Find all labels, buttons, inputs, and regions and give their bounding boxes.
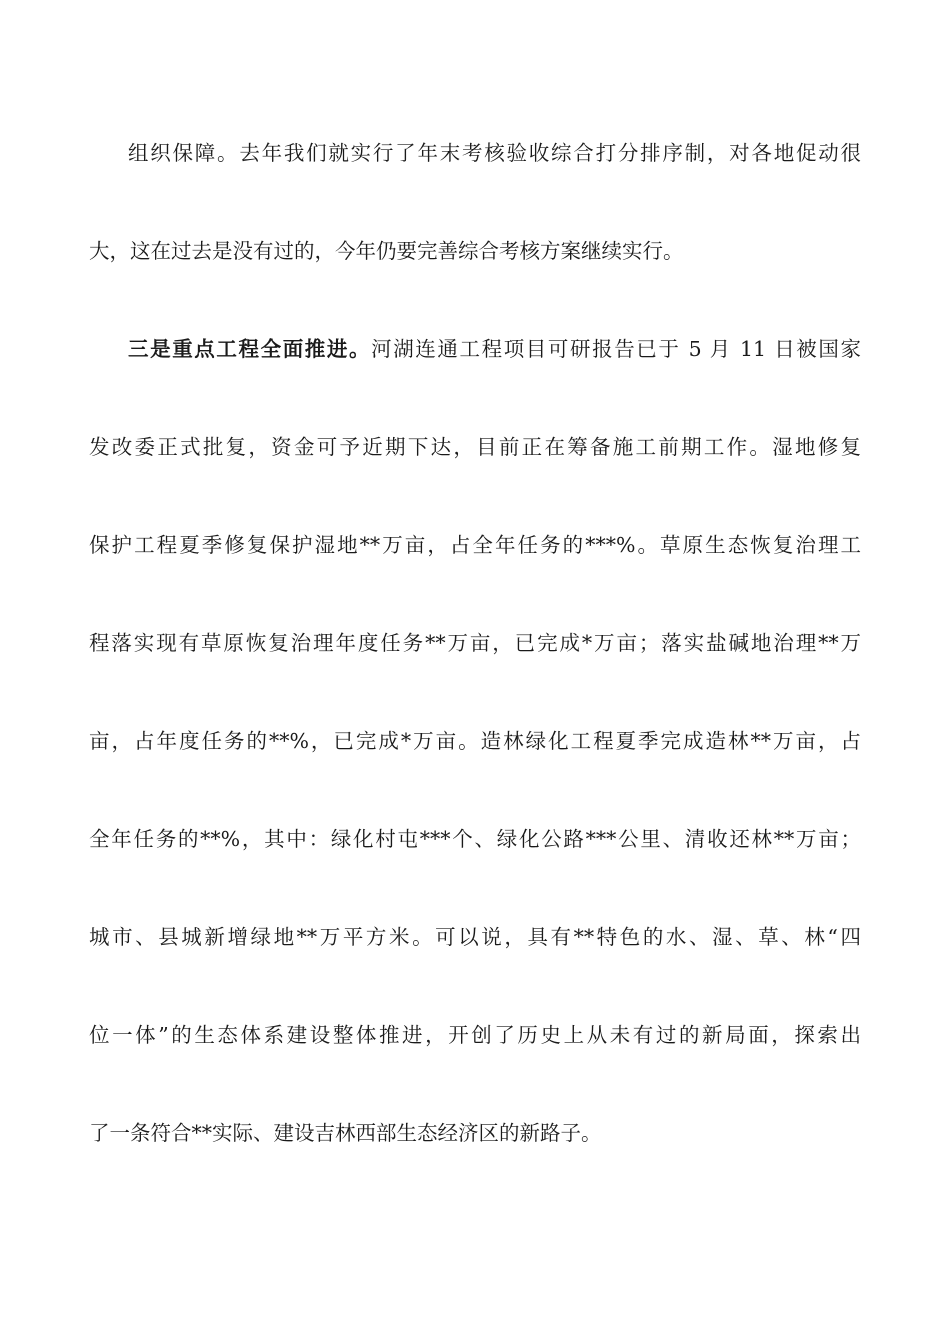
section-heading: 三是重点工程全面推进。 — [128, 337, 372, 361]
paragraph-2-line-1-text: 河湖连通工程项目可研报告已于 5 月 11 日被国家 — [371, 337, 861, 361]
paragraph-1-line-1: 组织保障。去年我们就实行了年末考核验收综合打分排序制，对各地促动很 — [128, 141, 861, 165]
paragraph-2-line-2: 发改委正式批复，资金可予近期下达，目前正在筹备施工前期工作。湿地修复 — [89, 435, 861, 459]
paragraph-2-line-9: 了一条符合**实际、建设吉林西部生态经济区的新路子。 — [89, 1121, 602, 1145]
paragraph-2-line-3: 保护工程夏季修复保护湿地**万亩，占全年任务的***%。草原生态恢复治理工 — [89, 533, 861, 557]
paragraph-2-line-6: 全年任务的**%，其中：绿化村屯***个、绿化公路***公里、清收还林**万亩； — [89, 827, 861, 851]
paragraph-1-line-2: 大，这在过去是没有过的，今年仍要完善综合考核方案继续实行。 — [89, 239, 684, 263]
paragraph-2-line-8: 位一体”的生态体系建设整体推进，开创了历史上从未有过的新局面，探索出 — [89, 1023, 861, 1047]
paragraph-2-line-5: 亩，占年度任务的**%，已完成*万亩。造林绿化工程夏季完成造林**万亩，占 — [89, 729, 861, 753]
paragraph-2-line-1 — [128, 329, 861, 369]
paragraph-2-line-4: 程落实现有草原恢复治理年度任务**万亩，已完成*万亩；落实盐碱地治理**万 — [89, 631, 861, 655]
paragraph-2-line-7: 城市、县城新增绿地**万平方米。可以说，具有**特色的水、湿、草、林“四 — [89, 925, 861, 949]
